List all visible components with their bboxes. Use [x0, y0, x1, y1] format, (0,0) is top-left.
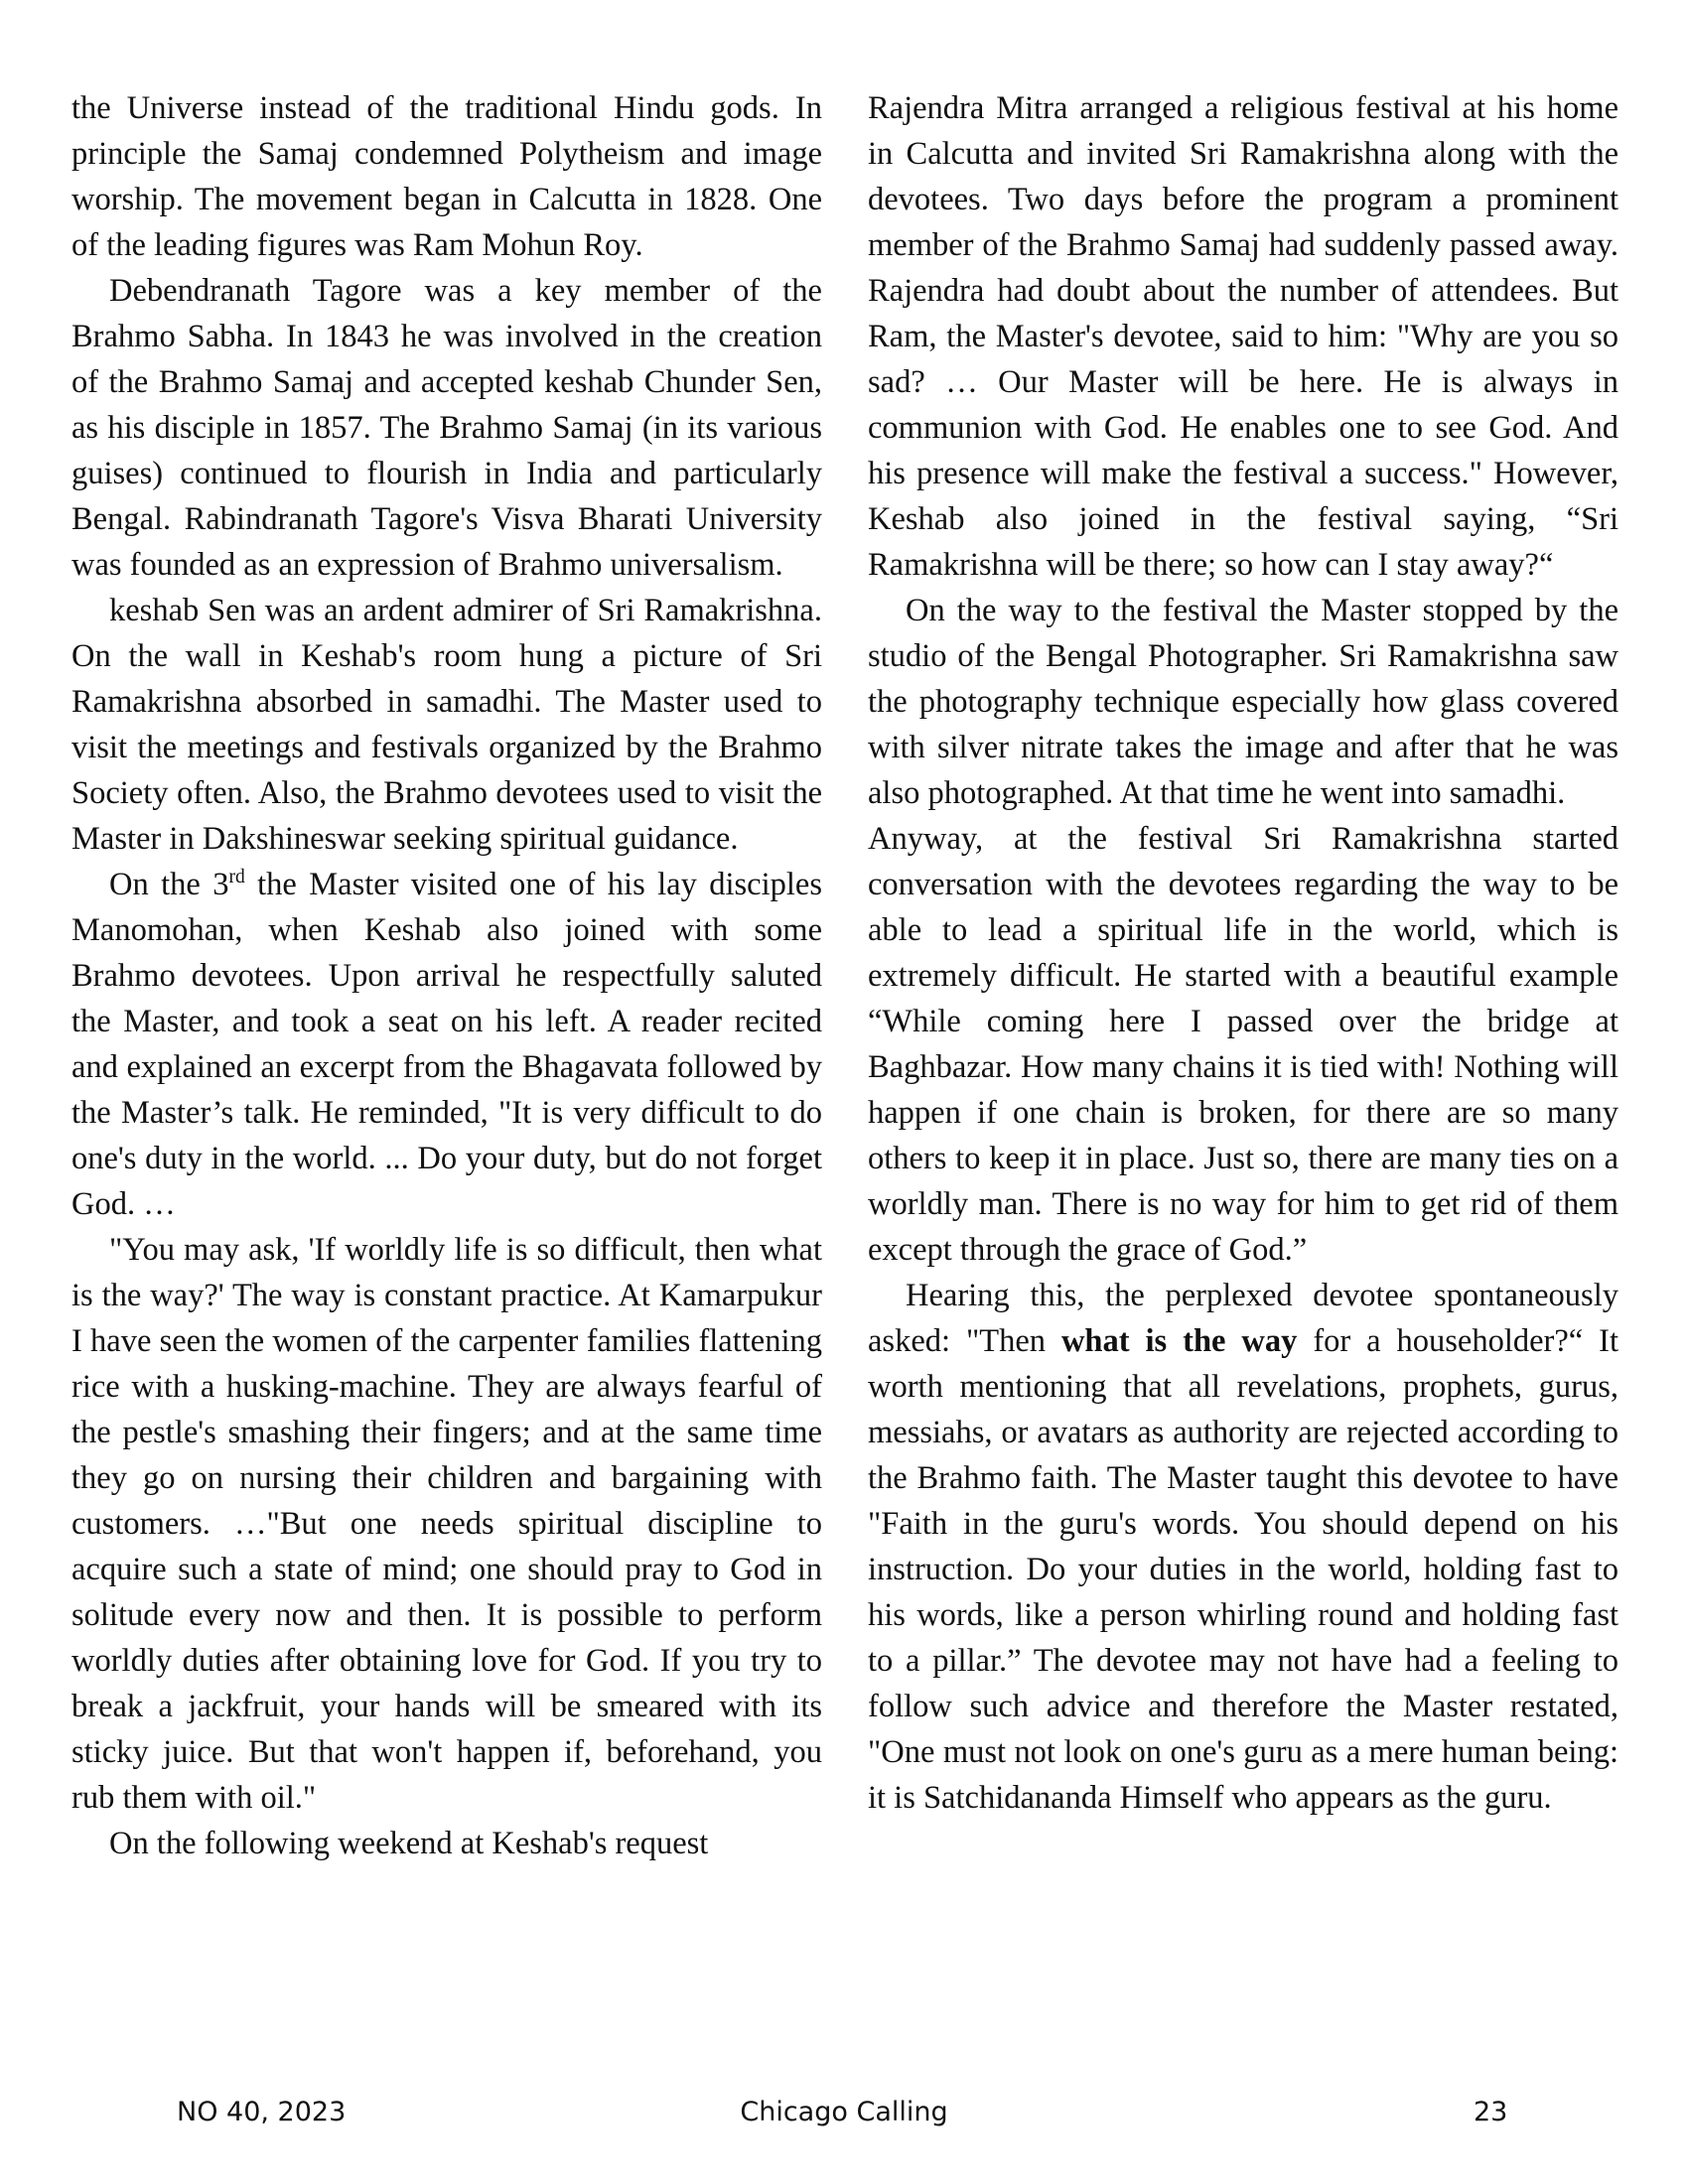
publication-name: Chicago Calling: [740, 2097, 948, 2127]
issue-label: NO 40, 2023: [177, 2097, 347, 2127]
paragraph: On the way to the festival the Master stopped by the studio of the Bengal Photographer. Sri Ramakrishna saw the photography technique especially how glass covered with silver nitrate takes the image and after that he was also photographed. At that time he went into samadhi.: [868, 593, 1618, 811]
paragraph: "You may ask, 'If worldly life is so difficult, then what is the way?' The way is constant practice. At Kamarpukur I have seen the women of the carpenter families flattening rice with a husking-machine. They are always fearful of the pestle's smashing their fingers; and at the same time they go on nursing their children and bargaining with customers. …"But one needs spiritual discipline to acquire such a state of mind; one should pray to God in solitude every now and then. It is possible to perform worldly duties after obtaining love for God. If you try to break a jackfruit, your hands will be smeared with its sticky juice. But that won't happen if, beforehand, you rub them with oil.": [71, 1232, 822, 1816]
paragraph: [71, 862, 822, 1227]
paragraph: On the following weekend at Keshab's request: [109, 1826, 709, 1861]
ordinal-suffix: rd: [228, 867, 245, 888]
text-run: the Master visited one of his lay disciples Manomohan, when Keshab also joined with some Brahmo devotees. Upon arrival he respectfully saluted the Master, and took a seat on his left. A reader recited and explained an excerpt from the Bhagavata followed by the Master’s talk. He reminded, "It is very difficult to do one's duty in the world. ... Do your duty, but do not forget God. …: [71, 867, 822, 1222]
paragraph: the Universe instead of the traditional Hindu gods. In principle the Samaj condemned Polytheism and image worship. The movement began in Calcutta in 1828. One of the leading figures was Ram Mohun Roy.: [71, 90, 822, 263]
text-run: for a householder?“ It worth mentioning that all revelations, prophets, gurus, messiahs, or avatars as authority are rejected according to the Brahmo faith. The Master taught this devotee to have "Faith in the guru's words. You should depend on his instruction. Do your duties in the world, holding fast to his words, like a person whirling round and holding fast to a pillar.” The devotee may not have had a feeling to follow such advice and therefore the Master restated, "One must not look on one's guru as a mere human being: it is Satchidananda Himself who appears as the guru.: [868, 1323, 1619, 1816]
page-number: 23: [1474, 2097, 1508, 2127]
paragraph: Rajendra Mitra arranged a religious festival at his home in Calcutta and invited Sri Ramakrishna along with the devotees. Two days before the program a prominent member of the Brahmo Samaj had suddenly passed away. Rajendra had doubt about the number of attendees. But Ram, the Master's devotee, said to him: "Why are you so sad? … Our Master will be here. He is always in communion with God. He enables one to see God. And his presence will make the festival a success." However, Keshab also joined in the festival saying, “Sri Ramakrishna will be there; so how can I stay away?“: [868, 90, 1618, 583]
paragraph: [868, 1273, 1618, 1821]
paragraph: Debendranath Tagore was a key member of the Brahmo Sabha. In 1843 he was involved in the creation of the Brahmo Samaj and accepted keshab Chunder Sen, as his disciple in 1857. The Brahmo Samaj (in its various guises) continued to flourish in India and particularly Bengal. Rabindranath Tagore's Visva Bharati University was founded as an expression of Brahmo universalism.: [71, 273, 822, 583]
page-footer: [0, 2097, 1688, 2136]
left-column: [71, 85, 822, 1866]
right-column: [868, 85, 1618, 1821]
paragraph: keshab Sen was an ardent admirer of Sri Ramakrishna. On the wall in Keshab's room hung a picture of Sri Ramakrishna absorbed in samadhi. The Master used to visit the meetings and festivals organized by the Brahmo Society often. Also, the Brahmo devotees used to visit the Master in Dakshineswar seeking spiritual guidance.: [71, 593, 822, 857]
paragraph: Anyway, at the festival Sri Ramakrishna started conversation with the devotees regarding the way to be able to lead a spiritual life in the world, which is extremely difficult. He started with a beautiful example “While coming here I passed over the bridge at Baghbazar. How many chains it is tied with! Nothing will happen if one chain is broken, for there are so many others to keep it in place. Just so, there are many ties on a worldly man. There is no way for him to get rid of them except through the grace of God.”: [868, 821, 1618, 1268]
bold-phrase: what is the way: [1060, 1323, 1298, 1359]
text-run: Hearing this, the perplexed devotee spontaneously asked: "Then: [868, 1278, 1618, 1359]
text-run: On the 3: [109, 867, 229, 902]
